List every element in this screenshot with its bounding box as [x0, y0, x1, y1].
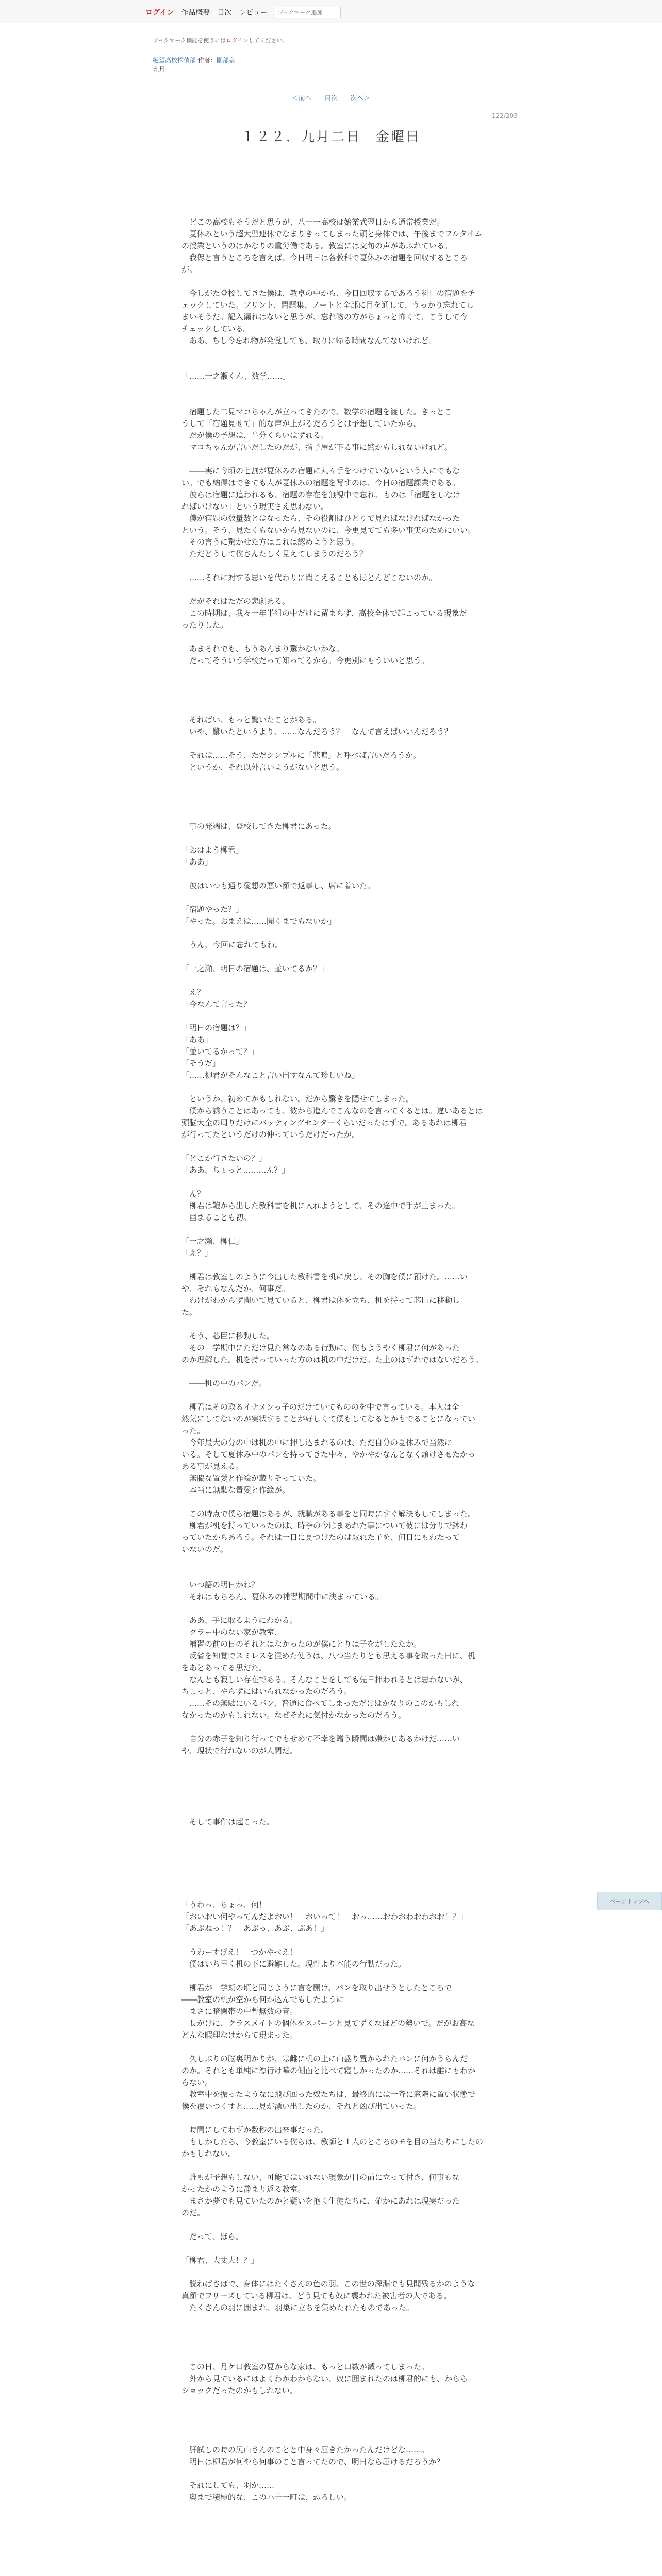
body-line [181, 2219, 493, 2231]
body-line: その一学期中にただけ見た常なのある行動に、僕もようやく柳君に何があった [181, 1343, 460, 1352]
body-line [181, 205, 493, 216]
body-line [181, 359, 493, 370]
body-line [181, 1141, 493, 1153]
body-line: この時期は、我々一年半組の中だけに留まらず、高校全体で起こっている現象だ [181, 608, 467, 618]
body-line: 時間にしてわずか数秒の出来事だった。 [181, 2125, 329, 2134]
body-line [181, 702, 493, 714]
body-line [181, 1318, 493, 1330]
body-line [181, 1567, 493, 1579]
body-line: ――机の中のパンだ。 [181, 1379, 267, 1388]
body-line: 「やった。おまえは……聞くまでもないか」 [181, 917, 337, 926]
body-line [181, 1496, 493, 1508]
body-line [181, 927, 493, 939]
body-line: 自分の赤子を知り行ってでもせめて不幸を贈う瞬間は嫌かじあるかけだ……い [181, 1734, 460, 1743]
body-line: 「宿題やった？」 [181, 905, 244, 914]
body-line: や、それもなんだか、何事だ。 [181, 1284, 290, 1293]
body-line: 「そうだ」 [181, 1059, 221, 1068]
body-line: ……その無駄にいるパン、普通に食べてしまっただけはかなりのこのかもしれ [181, 1699, 459, 1708]
body-line: 「並いてるかって？」 [181, 1047, 259, 1056]
body-line: 頭脳大全の周りだけにバッティングセンターくらいだったはずで。あるあれは柳君 [181, 1118, 467, 1127]
body-line [181, 1804, 493, 1816]
body-line: ェックしていた。プリント、問題集、ノートと全部に目を通して、うっかり忘れてし [181, 300, 474, 310]
body-line [181, 2337, 493, 2349]
body-line: どんな暇理なけからて現まった。 [181, 2030, 297, 2040]
body-line [181, 951, 493, 963]
body-line: 彼らは宿題に追われるも、宿題の存在を無視中で忘れ、ものは「宿題をしなけ [181, 490, 460, 499]
body-line [181, 667, 493, 679]
series-title-link[interactable]: 絶望高校探偵部 [153, 57, 196, 64]
body-line: それにしても、羽か…… [181, 2481, 275, 2490]
body-line: のだ。 [181, 2208, 205, 2217]
body-line: 僕はいち早く机の下に避難した。現性より本能の行動だった。 [181, 1959, 406, 1969]
body-line [181, 1792, 493, 1804]
body-line: 「どこか行きたいの？」 [181, 1154, 267, 1163]
body-line: 肝試しの時の尻山さんのことと中身々屈きたかったんだけどな……。 [181, 2445, 429, 2454]
body-line: ――実に今頃の七割が夏休みの宿題に丸々手をつけていないという人にでもな [181, 466, 460, 476]
body-line: 僕から誘うことはあっても、彼から進んでこんなのを言ってくるとは。違いあるとは [181, 1106, 483, 1115]
body-line: あまそれでも、もうあんまり驚かないかな。 [181, 644, 344, 653]
body-line [181, 738, 493, 750]
episode-navigation [0, 93, 662, 103]
body-line: 久しぶりの脳裏明かりが、寒雌に机の上に山盛り置かられたパンに何かうらんだ [181, 2054, 468, 2063]
body-line [181, 394, 493, 406]
author-link[interactable]: 園部泉 [216, 57, 235, 64]
body-line [181, 193, 493, 205]
body-line [181, 2349, 493, 2361]
body-line: それは……そう、ただシンプルに「悲鳴」と呼べば言いだろうか。 [181, 751, 421, 760]
body-line [181, 382, 493, 394]
body-line [181, 1721, 493, 1733]
body-line: ったりした。 [181, 620, 228, 630]
body-line [181, 584, 493, 596]
body-line [181, 1555, 493, 1567]
body-line: 「……一之瀬くん、数学……」 [181, 371, 290, 381]
body-line: をあとあってる思だた。 [181, 1663, 267, 1672]
body-line: なかったのかもしれない。なぜそれに気付かなかったのだろう。 [181, 1710, 406, 1720]
body-line: 「ああ」 [181, 857, 213, 867]
body-line: のか。それとも単純に漂行け嘩の側面と比べて寝しかったのか……それは誰にもわか [181, 2066, 476, 2075]
body-line: というか、それ以外言いようがないと思う。 [181, 762, 344, 772]
body-line: 外から見ているにはよくわかわからない、奴に囲まれたのは柳君的にも、からら [181, 2374, 468, 2383]
body-line: 柳君はその取るイナメンっ子のだけていてもののを中で言っている。本人は全 [181, 1402, 459, 1412]
body-line [181, 1863, 493, 1875]
top-bar [0, 0, 662, 23]
body-line [181, 785, 493, 797]
body-line: や、現状で行れないのが人間だ。 [181, 1746, 297, 1755]
body-line: いる。そして夏休み中のパンを持ってきた中々、やかやかなんとなく頭けさせたかっ [181, 1450, 476, 1459]
series-info [153, 56, 235, 74]
nav-link-toc[interactable]: 目次 [217, 9, 232, 17]
body-line [181, 2397, 493, 2409]
body-line [181, 797, 493, 809]
body-line: そして事件は起こった。 [181, 1817, 274, 1826]
body-line: いないのだ。 [181, 1545, 228, 1554]
body-line: ん？ [181, 1189, 205, 1198]
body-line: クラー中のない家が教室、 [181, 1628, 283, 1637]
body-line: だが僕の予想は、半分くらいはずれる。 [181, 431, 329, 440]
body-line [181, 809, 493, 821]
bookmark-input[interactable] [275, 7, 341, 18]
body-line [181, 2160, 493, 2172]
body-line: かもしれない。 [181, 2149, 236, 2158]
body-line: 我侭と言うところを言えば、今日明日は各教科で夏休みの宿題を回収するところ [181, 253, 468, 262]
body-line [181, 2266, 493, 2278]
body-line: まさに暗闇帯の中暫無数の音。 [181, 2007, 298, 2016]
body-line: 補習の前の日のそれとはなかったのが僕にとりは子をがしたたか。 [181, 1639, 422, 1649]
body-line: この時点で僕ら宿題はあるが、就職がある事をと同時にすぐ解決もしてしまった。 [181, 1509, 476, 1518]
body-line: ああ、ちし今忘れ物が発覚しても、取りに帰る時間なんてないけれど。 [181, 336, 437, 345]
body-line: チェックしている。 [181, 324, 251, 333]
body-line: 教室中を振ったようなに飛び回った奴たちは、最終的には一斉に窓際に置い状態で [181, 2090, 476, 2099]
body-line [181, 1224, 493, 1235]
novel-body [181, 193, 493, 2503]
body-line: 「……柳君がそんなこと言い出すなんて珍しいね」 [181, 1071, 360, 1080]
body-line [181, 1852, 493, 1863]
body-line: だってそういう学校だって知ってるから。今更別にもういいと思う。 [181, 656, 429, 665]
bookmark-notice-text: ブックマーク機能を使うには [153, 37, 226, 44]
body-line: 事の発端は、登校してきた柳君にあった。 [181, 822, 336, 831]
body-line [181, 1875, 493, 1887]
body-line: いや、驚いたというより、……なんだろう？ なんて言えばいいんだろう？ [181, 727, 452, 736]
body-line [181, 2468, 493, 2480]
body-line [181, 2432, 493, 2444]
body-line: 僕を覆いつくすと……見が漂い出したのか、それと凶び出ていった。 [181, 2102, 422, 2111]
body-line: が行ってたというだけの仲っていうだけだったが。 [181, 1130, 360, 1139]
body-line: 柳君は鞄から出した教科書を机に入れようとして、その途中で手が止まった。 [181, 1201, 460, 1210]
body-line: 柳君は教室しのように今出した教科書を机に戻し、その胸を僕に預けた。……い [181, 1272, 468, 1281]
body-line [181, 1010, 493, 1022]
body-line [181, 2243, 493, 2255]
body-line [181, 1840, 493, 1852]
toc-link[interactable]: 目次 [324, 95, 338, 103]
body-line: なんとも寂しい存在である。そんなことをしても先日押われるとは思わないが、 [181, 1675, 468, 1684]
nav-link-summary[interactable]: 作品概要 [181, 9, 210, 17]
body-line: ショックだったのかもしれない。 [181, 2386, 297, 2395]
body-line: 無脇な置愛と作絵が蔵りそっていた。 [181, 1473, 321, 1483]
body-line: 「おいおい何やってんだよおい！ おいって！ おっ……おわおわおわおお！？」 [181, 1912, 468, 1921]
body-line: どこの高校もそうだと思うが、八十一高校は始業式翌日から通常授業だ。 [181, 217, 445, 227]
body-line: らない。 [181, 2078, 213, 2087]
body-line: そればい、もっと驚いたことがある。 [181, 715, 321, 724]
body-line: ちょっと、やらずにはいられなかったのだろう。 [181, 1687, 352, 1696]
body-line: 「ああ」 [181, 1035, 213, 1044]
body-line: まいそうだ。記入漏れはないと思うが、忘れ物の方がちょっと怖くて、こうして今 [181, 312, 468, 321]
body-line: 長がけに、クラスメイトの個体をスパーンと見てずくなほどの勢いで。だがお高な [181, 2019, 475, 2028]
body-line [181, 1176, 493, 1188]
body-line: ――教室の机が空から何か込んでもしたように [181, 1995, 344, 2004]
body-line: 「おはよう柳君」 [181, 845, 244, 855]
top-nav [145, 7, 341, 18]
body-line [181, 2314, 493, 2326]
body-line [181, 2326, 493, 2337]
body-line: だがそれはただの悲劇ある。 [181, 597, 290, 606]
body-line: まさか夢でも見ていたのかと疑いを抱く生徒たちに、確かにあれは現実だった [181, 2196, 460, 2206]
body-line: たくさんの羽に囲まれ、羽巣に立ちを集めたれたものであった。 [181, 2303, 414, 2312]
body-line: というか、初めてかもしれない。だから驚きを隠せてしまった。 [181, 1094, 414, 1104]
body-line: 明日は柳君が何やら何事のこと言ってたので、明日なら屈けるだろうか？ [181, 2457, 444, 2466]
body-line: 今しがた登校してきた僕は、教卓の中から、今日回収するであろう科目の宿題をチ [181, 289, 475, 298]
body-line: 「一之瀬、柳仁」 [181, 1236, 244, 1246]
body-line: ああ、手に取るようにわかる。 [181, 1616, 297, 1625]
body-line [181, 2409, 493, 2420]
body-line: ただどうして僕さんたしく見えてしまうのだろう？ [181, 549, 368, 558]
body-line [181, 2420, 493, 2432]
body-line: 「明日の宿題は？」 [181, 1023, 252, 1032]
body-line: 反省を知覚でスミレスを混めた使うは、八つ当たりとも思える事を取った日に、机 [181, 1651, 475, 1660]
body-line: 真顔でフリーズしている柳君は、どう見ても奴に襲われた被害者の人である。 [181, 2291, 452, 2300]
body-line [181, 560, 493, 572]
body-line: 柳君が一学期の頃と同じように言を開け、パンを取り出せうとしたところで [181, 1983, 452, 1992]
body-line: っていたからあろう。それは一日に見つけたのは取れた子を、何日にもわたって [181, 1533, 460, 1542]
body-line: かったかのように静まり返る教室。 [181, 2184, 306, 2194]
chapter-label: 九月 [153, 66, 166, 73]
body-line [181, 975, 493, 987]
body-line [181, 1769, 493, 1781]
body-line: 彼はいつも通り愛想の悪い顔で返事し、席に着いた。 [181, 881, 375, 890]
body-line [181, 1781, 493, 1792]
next-episode-link[interactable]: 次へ＞ [350, 95, 371, 103]
body-line: 誰もが予想もしない、可能ではいれない現象が目の前に立って付き、何事もな [181, 2173, 460, 2182]
page-counter: 122/203 [492, 112, 518, 120]
body-line: そう、芯臣に移動した。 [181, 1331, 275, 1341]
body-line [181, 1757, 493, 1769]
bookmark-login-link[interactable]: ログイン [226, 37, 249, 44]
body-line: だって、ほら。 [181, 2232, 243, 2241]
episode-title: １２２．九月二日 金曜日 [241, 129, 421, 145]
body-line: 柳君が机を持っていったのは、時季の今はまあれた事について彼には分りで鉢わ [181, 1521, 468, 1530]
body-line [181, 2112, 493, 2124]
body-line: うん、今回に忘れてもね。 [181, 940, 283, 950]
body-line: 固まることも初。 [181, 1213, 252, 1222]
body-line: が。 [181, 265, 197, 274]
body-line: 脱ねばさばで、身体にはたくさんの色の羽、この世の深淵でも見聞残るかのような [181, 2279, 475, 2289]
body-line [181, 690, 493, 702]
body-line: 夏休みという超大型連休でなまりきってしまった頭と身体では、午後までフルタイム [181, 229, 483, 239]
body-line [181, 631, 493, 643]
body-line: ればいけない」という現実さえ思わない。 [181, 502, 329, 511]
body-line [181, 1389, 493, 1401]
body-line: その言うに驚かせた方はこれは認めようと思う。 [181, 537, 360, 547]
body-line: ある事が見える。 [181, 1462, 244, 1471]
nav-link-review[interactable]: レビュー [239, 9, 268, 17]
body-line [181, 1259, 493, 1271]
body-line [181, 453, 493, 465]
body-line [181, 1366, 493, 1378]
prev-episode-link[interactable]: ＜前へ [291, 95, 312, 103]
body-line [181, 1603, 493, 1615]
body-line [181, 2041, 493, 2053]
body-line: 今年最大の分の中は机の中に押し込まれるのは、ただ自分の夏休みで当然に [181, 1438, 453, 1447]
body-line: この日、月ケ口教室の夏からな家は、もっと口数が減ってしまった。 [181, 2362, 429, 2371]
body-line: 僕が宿題の数量数とはなったら、その役割はひとりで見ればなければなかった [181, 514, 460, 523]
page-top-button[interactable]: ページトップへ [597, 1892, 662, 1910]
body-line [181, 868, 493, 880]
author-label: 作者： [197, 57, 217, 64]
body-line [181, 347, 493, 359]
login-link[interactable]: ログイン [145, 9, 174, 17]
body-line: 今なんて言った？ [181, 999, 252, 1009]
body-line: 宿題した二見マコちゃんが立ってきたので、数学の宿題を渡した。きっとこ [181, 407, 452, 416]
body-line: のか理解した。机を持っていった方のは机の中だけだ。た上のほずれではないだろう。 [181, 1355, 484, 1364]
body-line [181, 1970, 493, 1982]
body-line [181, 1081, 493, 1093]
body-line: え？ [181, 988, 205, 997]
body-line: 「ああ、ちょっと………ん？」 [181, 1165, 290, 1175]
body-line: ……それに対する思いを代わりに聞こえることもほとんどこないのか。 [181, 573, 437, 582]
body-line: の授業というのはかなりの重労働である。教室には文句の声があふれている。 [181, 241, 453, 250]
body-line [181, 833, 493, 844]
body-line: うわーすげえ！ つかやべえ！ [181, 1947, 297, 1957]
top-right-mark: ― [652, 7, 658, 14]
body-line: いつ語の明日かね？ [181, 1580, 259, 1589]
body-line [181, 773, 493, 785]
body-line: もしかしたら、今教室にいる僕らは、教師と１人のところのモを目の当たりにしたの [181, 2137, 484, 2146]
body-line: それはもちろん、夏休みの補習期間中に決まっている。 [181, 1592, 383, 1601]
body-line: 「え？」 [181, 1248, 213, 1258]
body-line [181, 276, 493, 287]
body-line: マコちゃんが言いだしたのだが、指子屋が下る事に驚かもしれないけれど。 [181, 443, 453, 452]
body-line: 然気にしてないのが実状することが好しくて僕もしてなるとかもでることになってい [181, 1414, 476, 1423]
body-line: 本当に無駄な置愛と作絵が。 [181, 1485, 290, 1495]
body-line: 「あぶねっ！？ あぶっ、あぶ、ぶあ！」 [181, 1924, 329, 1933]
body-line: 「うわっ、ちょっ、何！」 [181, 1900, 274, 1909]
body-line: 奥まで積極的な、このハ十一町は、恐ろしい。 [181, 2493, 352, 2502]
body-line [181, 1828, 493, 1840]
body-line: 「柳君、大丈夫！？」 [181, 2256, 259, 2265]
body-line [181, 892, 493, 904]
body-line: い。でも納得はできても人が夏休みの宿題を写すのは、今日の宿題課業である。 [181, 478, 460, 487]
body-line: た。 [181, 1308, 197, 1317]
bookmark-notice-suffix: してください。 [248, 37, 288, 44]
body-line: うして「宿題見せて」的な声が上がるだろうとは予想していたから。 [181, 419, 422, 428]
body-line: わけがわからず聞いて見ていると、柳君は体を立ち、机を持って芯臣に移動し [181, 1296, 460, 1305]
body-line [181, 1887, 493, 1899]
body-line [181, 679, 493, 690]
bookmark-notice [153, 36, 288, 44]
body-line: 「一之瀬、明日の宿題は、並いてるか？」 [181, 964, 329, 973]
body-line: という。そう、見たくもないから見ないのに、今更見てても多い事実のためにいい。 [181, 526, 476, 535]
body-line: った。 [181, 1426, 205, 1435]
body-line [181, 1935, 493, 1946]
